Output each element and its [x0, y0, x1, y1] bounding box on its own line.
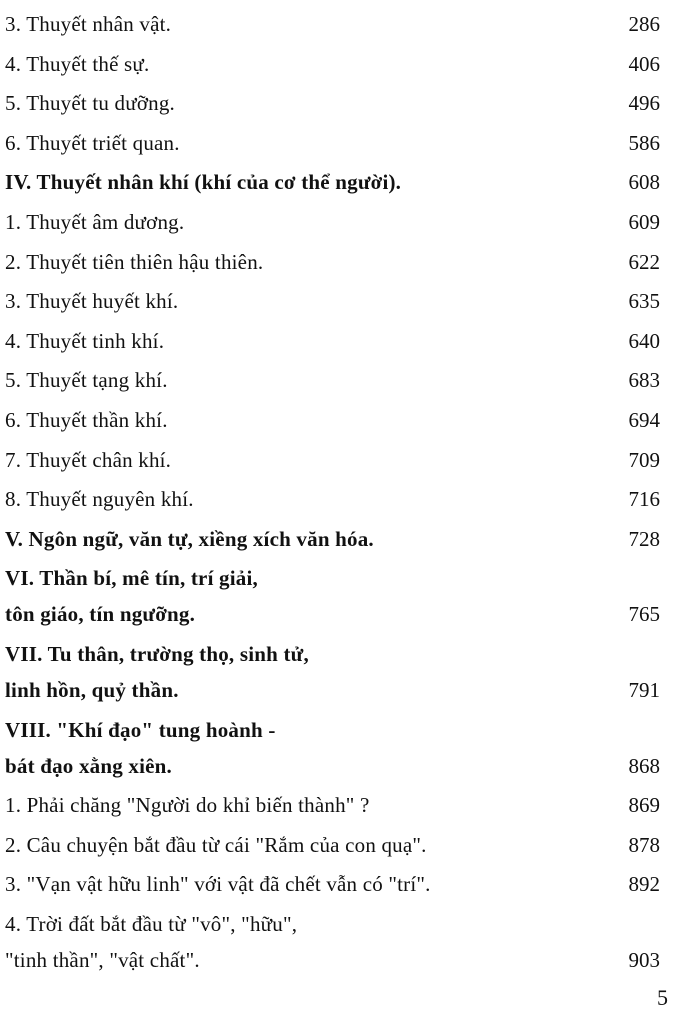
toc-entry — [5, 244, 660, 280]
toc-entry-page: 622 — [628, 249, 660, 274]
toc-entry-title: linh hồn, quỷ thần. — [5, 678, 179, 702]
toc-entry-title: 4. Thuyết thế sự. — [5, 51, 150, 76]
toc-entry — [5, 712, 660, 784]
toc-entry-title: 3. Thuyết nhân vật. — [5, 12, 172, 36]
toc-entry — [5, 827, 660, 863]
toc-entry — [5, 787, 660, 823]
toc-entry-title: VII. Tu thân, trường thọ, sinh tử, — [5, 642, 309, 666]
toc-entry — [5, 402, 660, 438]
toc-entry-page: 868 — [628, 753, 660, 778]
page-number: 5 — [657, 985, 668, 1010]
toc-entry — [5, 283, 660, 319]
toc-entry-title: 2. Câu chuyện bắt đầu từ cái "Rắm của con quạ". — [5, 832, 427, 857]
toc-entry-page: 608 — [628, 170, 660, 195]
toc-entry — [5, 560, 660, 632]
toc-entry — [5, 481, 660, 517]
toc-entry-title: 3. "Vạn vật hữu linh" với vật đã chết vẫn có "trí". — [5, 872, 431, 897]
toc-entry-title: VI. Thần bí, mê tín, trí giải, — [5, 566, 258, 591]
toc-entry-page: 709 — [628, 447, 660, 472]
toc-entry-title: 4. Trời đất bắt đầu từ "vô", "hữu", — [5, 912, 298, 936]
toc-entry — [5, 362, 660, 398]
toc-entry-title: 8. Thuyết nguyên khí. — [5, 487, 194, 512]
toc-entry — [5, 125, 660, 161]
toc-entry — [5, 85, 660, 121]
toc-entry — [5, 323, 660, 359]
toc-entry-page: 765 — [628, 602, 660, 627]
toc-entry-title: 6. Thuyết triết quan. — [5, 130, 180, 155]
toc-entry-page: 635 — [628, 289, 660, 314]
toc-entry — [5, 164, 660, 200]
toc-entry — [5, 46, 660, 82]
toc-entry-title: VIII. "Khí đạo" tung hoành - — [5, 717, 276, 742]
toc-entry-title: "tinh thần", "vật chất". — [5, 948, 200, 972]
toc-entry-title: V. Ngôn ngữ, văn tự, xiềng xích văn hóa. — [5, 526, 374, 551]
toc-entry-page: 728 — [628, 526, 660, 551]
toc-entry-page: 586 — [628, 130, 660, 155]
toc-entry-page: 609 — [628, 210, 660, 234]
toc-entry-page: 640 — [628, 328, 660, 353]
toc-entry-page: 878 — [628, 832, 660, 857]
toc-entry — [5, 204, 660, 240]
toc-entry-title: 4. Thuyết tinh khí. — [5, 328, 165, 353]
toc-entry-page: 694 — [628, 408, 660, 432]
toc-entry-title: 2. Thuyết tiên thiên hậu thiên. — [5, 249, 264, 274]
toc-entry-title: 6. Thuyết thần khí. — [5, 408, 168, 432]
toc-entry-title: bát đạo xằng xiên. — [5, 753, 172, 778]
toc-entry — [5, 442, 660, 478]
toc-entry-page: 869 — [628, 793, 660, 818]
toc-entry-title: 5. Thuyết tạng khí. — [5, 368, 168, 393]
toc-entry-page: 683 — [628, 368, 660, 393]
toc-entry-page: 406 — [628, 51, 660, 76]
toc-entry-page: 903 — [628, 948, 660, 972]
toc-entry — [5, 906, 660, 978]
toc-entry-page: 892 — [628, 872, 660, 897]
toc-entry — [5, 636, 660, 708]
toc-entry — [5, 866, 660, 902]
toc-entry-title: 7. Thuyết chân khí. — [5, 447, 172, 472]
toc-entry-title: IV. Thuyết nhân khí (khí của cơ thể người). — [5, 170, 402, 195]
toc-entry-title: 1. Phải chăng "Người do khỉ biến thành" ? — [5, 793, 370, 818]
toc-entry-page: 496 — [628, 91, 660, 116]
toc-entry-page: 716 — [628, 487, 660, 512]
toc-entry-title: 5. Thuyết tu dưỡng. — [5, 91, 175, 116]
toc-entry — [5, 521, 660, 557]
toc-entry-page: 791 — [628, 678, 660, 702]
toc-entry — [5, 6, 660, 42]
toc-entry-page: 286 — [628, 12, 660, 36]
toc-entry-title: 1. Thuyết âm dương. — [5, 210, 185, 234]
toc-entry-title: 3. Thuyết huyết khí. — [5, 289, 179, 314]
toc-entry-title: tôn giáo, tín ngưỡng. — [5, 602, 196, 627]
